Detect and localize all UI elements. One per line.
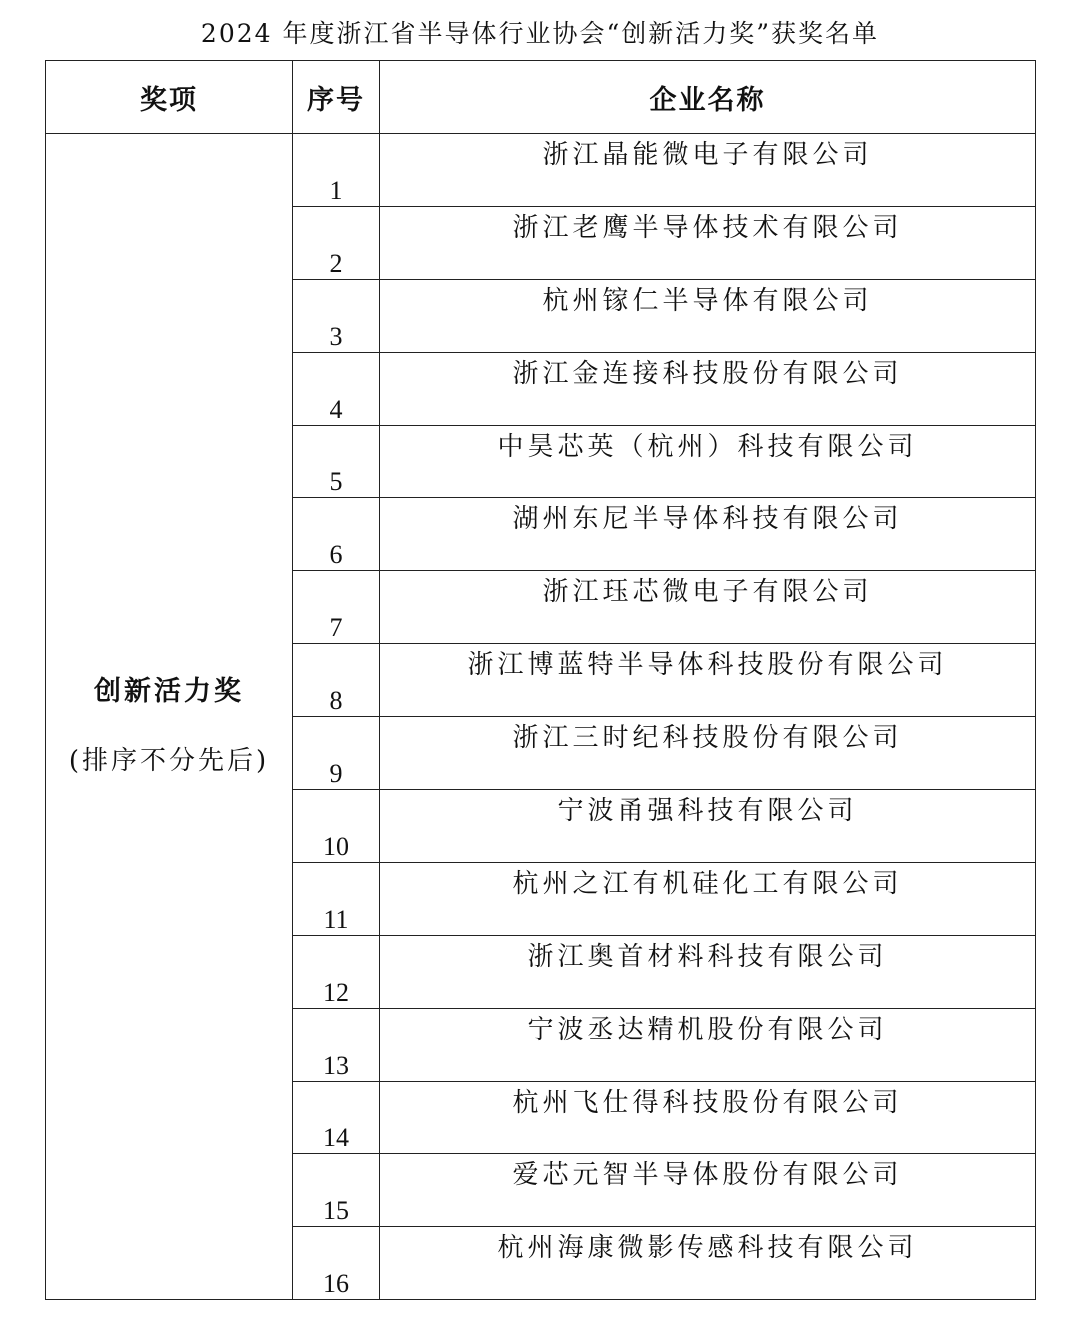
seq-cell: 13	[293, 1008, 380, 1081]
company-cell: 浙江金连接科技股份有限公司	[380, 352, 1036, 425]
seq-cell: 15	[293, 1154, 380, 1227]
seq-cell: 16	[293, 1227, 380, 1300]
company-cell: 浙江珏芯微电子有限公司	[380, 571, 1036, 644]
seq-cell: 7	[293, 571, 380, 644]
seq-cell: 5	[293, 425, 380, 498]
seq-cell: 4	[293, 352, 380, 425]
seq-cell: 2	[293, 206, 380, 279]
company-cell: 浙江老鹰半导体技术有限公司	[380, 206, 1036, 279]
seq-cell: 10	[293, 790, 380, 863]
company-cell: 杭州海康微影传感科技有限公司	[380, 1227, 1036, 1300]
award-table	[45, 60, 1036, 1300]
company-cell: 浙江三时纪科技股份有限公司	[380, 717, 1036, 790]
seq-cell: 14	[293, 1081, 380, 1154]
document-title: 2024 年度浙江省半导体行业协会“创新活力奖”获奖名单	[200, 19, 880, 48]
seq-cell: 6	[293, 498, 380, 571]
seq-cell: 12	[293, 935, 380, 1008]
company-cell: 爱芯元智半导体股份有限公司	[380, 1154, 1036, 1227]
seq-cell: 8	[293, 644, 380, 717]
company-cell: 浙江晶能微电子有限公司	[380, 134, 1036, 207]
seq-cell: 3	[293, 279, 380, 352]
header-company: 企业名称	[380, 61, 1036, 134]
award-name: 创新活力奖	[94, 675, 244, 707]
company-cell: 湖州东尼半导体科技有限公司	[380, 498, 1036, 571]
company-cell: 宁波丞达精机股份有限公司	[380, 1008, 1036, 1081]
table-row	[46, 134, 1036, 207]
award-cell	[46, 134, 293, 1300]
award-note: (排序不分先后)	[68, 745, 270, 776]
header-award: 奖项	[46, 61, 293, 134]
company-cell: 浙江博蓝特半导体科技股份有限公司	[380, 644, 1036, 717]
table-header-row	[46, 61, 1036, 134]
company-cell: 杭州飞仕得科技股份有限公司	[380, 1081, 1036, 1154]
seq-cell: 11	[293, 862, 380, 935]
seq-cell: 1	[293, 134, 380, 207]
company-cell: 宁波甬强科技有限公司	[380, 790, 1036, 863]
header-seq: 序号	[293, 61, 380, 134]
company-cell: 中昊芯英（杭州）科技有限公司	[380, 425, 1036, 498]
seq-cell: 9	[293, 717, 380, 790]
company-cell: 浙江奥首材料科技有限公司	[380, 935, 1036, 1008]
company-cell: 杭州镓仁半导体有限公司	[380, 279, 1036, 352]
company-cell: 杭州之江有机硅化工有限公司	[380, 862, 1036, 935]
